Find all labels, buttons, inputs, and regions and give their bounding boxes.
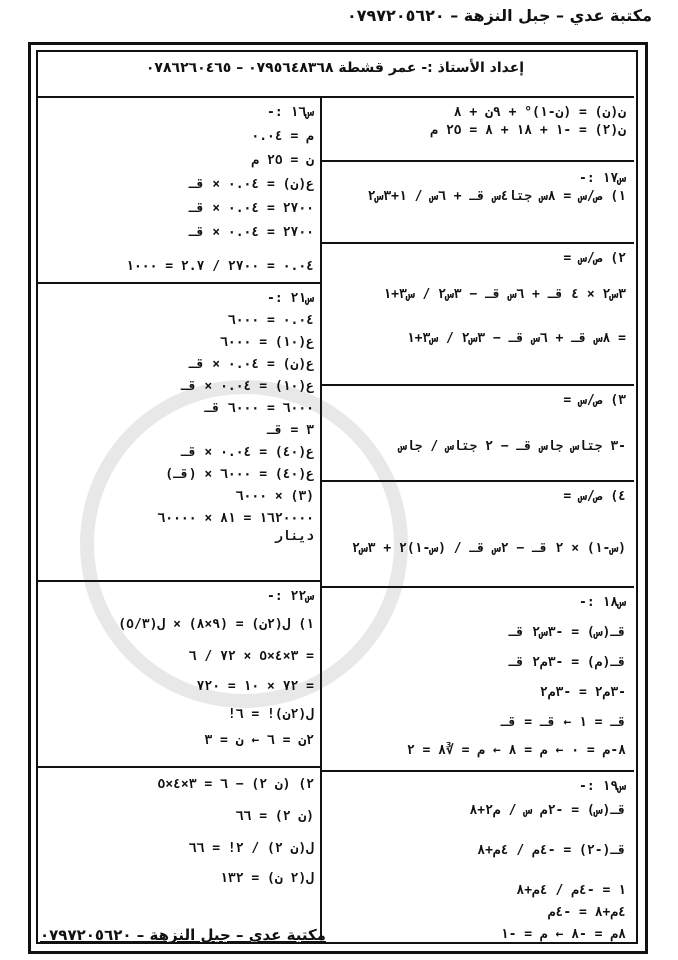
equation-line: ٣) ص/س = [563, 393, 626, 408]
right-block-4 [330, 392, 626, 456]
equation-line: ع(١٠) = ٠.٠٤ × قـ [180, 379, 314, 394]
equation-line: -٣ جتاس جاس قـ − ٢ جتاس / جاس [399, 439, 626, 454]
right-block-7 [330, 778, 626, 944]
equation-line: قـ(س) = -٢م س / م٢+٨ [469, 803, 626, 818]
equation-line: ٣س٢ × ٤ قـ + ٦س قـ − ٣س٢ / س٣+١ [383, 287, 626, 302]
equation-line: ٢٧٠٠ = ٠.٠٤ × قـ [188, 225, 314, 240]
equation-line: قـ(-٢) = -٤م / ٤م+٨ [477, 843, 626, 858]
equation-line: ٤م+٨ = -٤م [547, 905, 626, 920]
header-divider [36, 96, 634, 98]
equation-line: ٤) ص/س = [563, 489, 626, 504]
equation-line: ١) ص/س = ٨س جتا٤س قـ + ٦س / ١+٣س٢ [367, 189, 626, 204]
currency-label: دينار [274, 529, 314, 544]
left-block-4 [44, 776, 314, 888]
right-divider-3 [320, 384, 634, 386]
right-block-6 [330, 594, 626, 760]
equation-line: ٦٠٠٠ = ٦٠٠٠ قـ [204, 401, 314, 416]
equation-line: (س-١) × ٢ قـ − ٢س قـ / (س-١)٢ + ٣س٢ [352, 541, 626, 556]
equation-line: (ن ٢) = ٦٦ [235, 809, 314, 824]
equation-line: قـ(م) = -٣م٢ قـ [508, 655, 626, 670]
equation-line: ٢) ص/س = [563, 251, 626, 266]
question-label: س١٧ :- [579, 171, 626, 186]
equation-line: = ٧٢ × ١٠ = ٧٢٠ [196, 679, 314, 694]
equation-line: ٢٧٠٠ = ٠.٠٤ × قـ [188, 201, 314, 216]
right-divider-6 [320, 770, 634, 772]
equation-line: -٣م٢ = -٣م٢ [539, 685, 626, 700]
equation-line: قـ = ١ ← قـ = قـ [500, 715, 626, 730]
equation-line: ٢) (ن ٢) − ٦ = ٣×٤×٥ [157, 777, 314, 792]
equation-line: ع(ن) = ٠.٠٤ × قـ [188, 177, 314, 192]
left-block-1 [44, 104, 314, 276]
right-block-2 [330, 170, 626, 206]
equation-line: (٣) × ٦٠٠٠ [235, 489, 314, 504]
question-label: س١٩ :- [579, 779, 626, 794]
left-block-2 [44, 290, 314, 546]
question-label: س١٦ :- [267, 105, 314, 120]
teacher-line: إعداد الأستاذ :- عمر قشطة ٠٧٩٥٦٤٨٣٦٨ – ٠٧٨٦٢٦٠٤٦٥ [145, 60, 525, 76]
equation-line: ل(٢ن)! = ٦! [227, 707, 314, 722]
question-label: س٢١ :- [267, 291, 314, 306]
equation-line: ٨م = -٨ ← م = -١ [500, 927, 626, 942]
equation-line: م = ٠.٠٤ [251, 129, 314, 144]
question-label: س٢٢ :- [267, 589, 314, 604]
left-divider-3 [36, 766, 320, 768]
equation-line: ن = ٢٥ م [251, 153, 314, 168]
right-block-3 [330, 250, 626, 348]
question-label: س١٨ :- [579, 595, 626, 610]
equation-line: قـ(س) = -٣س٢ قـ [508, 625, 626, 640]
right-block-5 [330, 488, 626, 558]
equation-line: = ٣×٤×٥ × ٧٢ / ٦ [188, 649, 314, 664]
right-block-1 [330, 104, 626, 140]
equation-line: ل(ن ٢) / ٢! = ٦٦ [188, 841, 314, 856]
equation-line: ١ = -٤م / ٤م+٨ [516, 883, 626, 898]
equation-line: ل(٢ ن) = ١٣٢ [220, 871, 314, 886]
page-footer: مكتبة عدي – جبل النزهة – ٠٧٩٧٢٠٥٦٢٠ [40, 926, 326, 944]
equation-line: ع(٤٠) = ٠.٠٤ × قـ [180, 445, 314, 460]
equation-line: = ٨س قـ + ٦س قـ − ٣س٢ / س٣+١ [406, 331, 626, 346]
equation-line: ٠.٠٤ = ٢٧٠٠ / ٢.٧ = ١٠٠٠ [126, 259, 314, 274]
left-divider-1 [36, 282, 320, 284]
right-divider-2 [320, 242, 634, 244]
left-block-3 [44, 588, 314, 750]
equation-line: ٢ن = ٦ ← ن = ٣ [204, 733, 314, 748]
equation-line: ن(ن) = (ن-١)° + ٩ن + ٨ [453, 105, 626, 120]
equation-line: ٨-م = ٠ ← م = ٨ ← م = ∛٨ = ٢ [406, 743, 626, 758]
equation-line: ١٦٢٠٠٠٠ = ٨١ × ٦٠٠٠٠ [157, 511, 314, 526]
equation-line: ١) ل(٢ن) = (٩×٨) × ل(٥/٣) [118, 617, 314, 632]
equation-line: ن(٢) = -١ + ١٨ + ٨ = ٢٥ م [430, 123, 626, 138]
equation-line: ٠.٠٤ = ٦٠٠٠ [227, 313, 314, 328]
right-divider-1 [320, 160, 634, 162]
equation-line: ٣ = قـ [267, 423, 314, 438]
equation-line: ع(٤٠) = ٦٠٠٠ × (قـ) [165, 467, 314, 482]
page-header: مكتبة عدي – جبل النزهة – ٠٧٩٧٢٠٥٦٢٠ [346, 6, 652, 25]
equation-line: ع(ن) = ٠.٠٤ × قـ [188, 357, 314, 372]
equation-line: ع(١٠) = ٦٠٠٠ [220, 335, 314, 350]
